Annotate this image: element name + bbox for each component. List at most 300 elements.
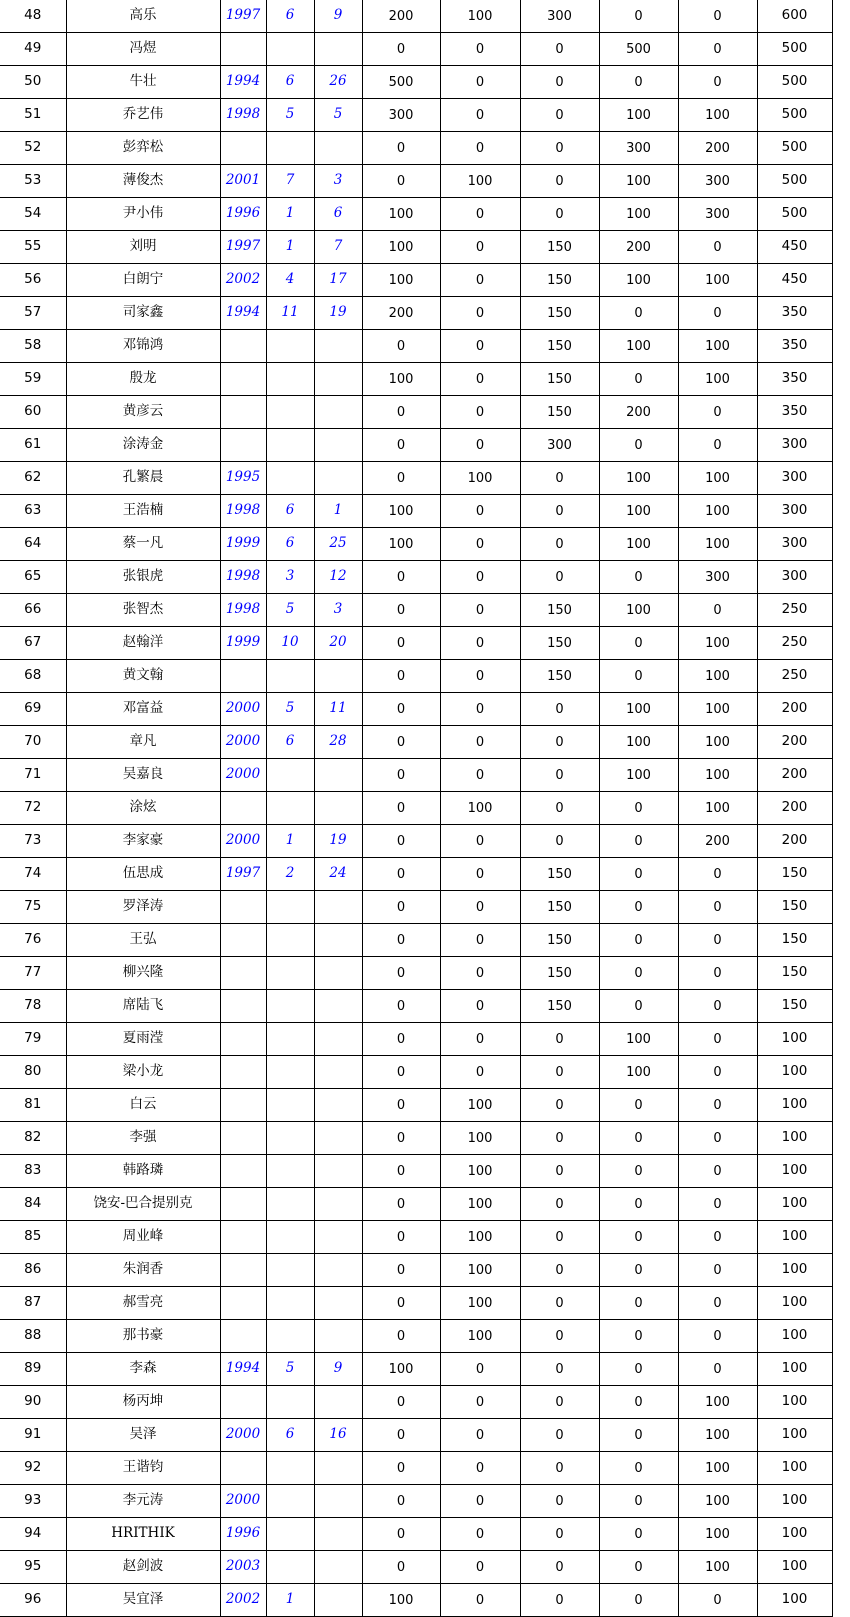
score-cell: 0 <box>362 396 440 429</box>
score-cell: 0 <box>520 1254 599 1287</box>
player-name-cell: 罗泽涛 <box>66 891 220 924</box>
birth-year-cell <box>220 1089 266 1122</box>
score-cell: 0 <box>678 858 757 891</box>
rank-cell: 81 <box>0 1089 66 1122</box>
table-row <box>0 1254 832 1287</box>
player-name-cell: 伍思成 <box>66 858 220 891</box>
score-cell: 0 <box>599 1551 678 1584</box>
birth-month-cell <box>266 330 314 363</box>
rank-cell: 72 <box>0 792 66 825</box>
score-cell: 100 <box>599 462 678 495</box>
birth-month-cell: 4 <box>266 264 314 297</box>
total-score-cell: 500 <box>757 33 832 66</box>
score-cell: 0 <box>362 1518 440 1551</box>
birth-month-cell: 10 <box>266 627 314 660</box>
total-score-cell: 100 <box>757 1320 832 1353</box>
birth-month-cell <box>266 462 314 495</box>
rank-cell: 58 <box>0 330 66 363</box>
table-row <box>0 1287 832 1320</box>
score-cell: 0 <box>362 1452 440 1485</box>
birth-day-cell: 7 <box>314 231 362 264</box>
score-cell: 0 <box>362 33 440 66</box>
total-score-cell: 100 <box>757 1056 832 1089</box>
score-cell: 0 <box>440 957 520 990</box>
total-score-cell: 450 <box>757 231 832 264</box>
score-cell: 0 <box>362 924 440 957</box>
rank-cell: 62 <box>0 462 66 495</box>
score-cell: 0 <box>440 858 520 891</box>
total-score-cell: 500 <box>757 99 832 132</box>
total-score-cell: 300 <box>757 429 832 462</box>
score-cell: 0 <box>520 1221 599 1254</box>
score-cell: 100 <box>362 264 440 297</box>
birth-year-cell <box>220 1221 266 1254</box>
total-score-cell: 200 <box>757 759 832 792</box>
rank-cell: 86 <box>0 1254 66 1287</box>
score-cell: 0 <box>678 1287 757 1320</box>
score-cell: 0 <box>678 990 757 1023</box>
score-cell: 0 <box>440 264 520 297</box>
score-cell: 0 <box>440 1419 520 1452</box>
score-cell: 0 <box>362 1419 440 1452</box>
birth-day-cell <box>314 1287 362 1320</box>
score-cell: 0 <box>440 627 520 660</box>
score-cell: 0 <box>362 1287 440 1320</box>
score-cell: 0 <box>520 165 599 198</box>
score-cell: 300 <box>520 0 599 33</box>
score-cell: 150 <box>520 396 599 429</box>
birth-year-cell <box>220 1287 266 1320</box>
score-cell: 100 <box>599 495 678 528</box>
score-cell: 100 <box>678 627 757 660</box>
table-row <box>0 165 832 198</box>
table-row <box>0 1419 832 1452</box>
score-cell: 0 <box>440 759 520 792</box>
score-cell: 0 <box>440 1023 520 1056</box>
score-cell: 0 <box>362 1056 440 1089</box>
score-cell: 0 <box>520 1023 599 1056</box>
score-cell: 100 <box>599 528 678 561</box>
rank-cell: 60 <box>0 396 66 429</box>
rank-cell: 76 <box>0 924 66 957</box>
score-cell: 0 <box>520 495 599 528</box>
birth-day-cell <box>314 759 362 792</box>
birth-day-cell <box>314 990 362 1023</box>
score-cell: 0 <box>678 1584 757 1617</box>
rank-cell: 79 <box>0 1023 66 1056</box>
total-score-cell: 150 <box>757 858 832 891</box>
birth-year-cell: 2000 <box>220 1485 266 1518</box>
rank-cell: 49 <box>0 33 66 66</box>
birth-year-cell: 1994 <box>220 297 266 330</box>
birth-month-cell: 1 <box>266 231 314 264</box>
score-cell: 0 <box>678 1122 757 1155</box>
birth-day-cell <box>314 957 362 990</box>
score-cell: 100 <box>599 594 678 627</box>
player-name-cell: 薄俊杰 <box>66 165 220 198</box>
birth-year-cell: 1997 <box>220 0 266 33</box>
rank-cell: 74 <box>0 858 66 891</box>
rank-cell: 67 <box>0 627 66 660</box>
player-name-cell: 孔繁晨 <box>66 462 220 495</box>
score-cell: 0 <box>599 660 678 693</box>
table-row <box>0 495 832 528</box>
player-name-cell: 尹小伟 <box>66 198 220 231</box>
score-cell: 100 <box>599 264 678 297</box>
table-row <box>0 528 832 561</box>
player-name-cell: 司家鑫 <box>66 297 220 330</box>
table-row <box>0 132 832 165</box>
table-row <box>0 330 832 363</box>
birth-year-cell <box>220 1056 266 1089</box>
table-row <box>0 957 832 990</box>
birth-month-cell <box>266 1221 314 1254</box>
total-score-cell: 250 <box>757 627 832 660</box>
birth-year-cell: 2002 <box>220 1584 266 1617</box>
score-cell: 0 <box>520 132 599 165</box>
birth-year-cell <box>220 792 266 825</box>
score-cell: 150 <box>520 924 599 957</box>
score-cell: 0 <box>520 561 599 594</box>
score-cell: 0 <box>599 1353 678 1386</box>
score-cell: 300 <box>678 561 757 594</box>
score-cell: 0 <box>440 495 520 528</box>
score-cell: 100 <box>440 1188 520 1221</box>
player-name-cell: 高乐 <box>66 0 220 33</box>
total-score-cell: 500 <box>757 198 832 231</box>
score-cell: 0 <box>362 1485 440 1518</box>
rank-cell: 82 <box>0 1122 66 1155</box>
table-row <box>0 792 832 825</box>
player-name-cell: 黄彦云 <box>66 396 220 429</box>
birth-month-cell: 6 <box>266 66 314 99</box>
score-cell: 100 <box>440 792 520 825</box>
birth-month-cell: 7 <box>266 165 314 198</box>
birth-year-cell <box>220 924 266 957</box>
birth-year-cell <box>220 1188 266 1221</box>
player-name-cell: 白朗宁 <box>66 264 220 297</box>
score-cell: 0 <box>678 1056 757 1089</box>
player-name-cell: 朱润香 <box>66 1254 220 1287</box>
player-name-cell: 吴泽 <box>66 1419 220 1452</box>
birth-year-cell: 2003 <box>220 1551 266 1584</box>
total-score-cell: 100 <box>757 1452 832 1485</box>
table-row <box>0 660 832 693</box>
birth-day-cell <box>314 1584 362 1617</box>
player-name-cell: 韩路璘 <box>66 1155 220 1188</box>
table-row <box>0 297 832 330</box>
score-cell: 0 <box>599 858 678 891</box>
birth-day-cell: 17 <box>314 264 362 297</box>
score-cell: 0 <box>440 693 520 726</box>
player-name-cell: 邓锦鸿 <box>66 330 220 363</box>
score-cell: 0 <box>678 1188 757 1221</box>
score-cell: 0 <box>440 1353 520 1386</box>
score-cell: 0 <box>599 1419 678 1452</box>
player-name-cell: 刘明 <box>66 231 220 264</box>
score-cell: 150 <box>520 330 599 363</box>
score-cell: 100 <box>362 1584 440 1617</box>
total-score-cell: 100 <box>757 1155 832 1188</box>
score-cell: 0 <box>440 231 520 264</box>
score-cell: 0 <box>520 726 599 759</box>
score-cell: 100 <box>678 726 757 759</box>
total-score-cell: 600 <box>757 0 832 33</box>
score-cell: 0 <box>678 231 757 264</box>
score-cell: 100 <box>440 1254 520 1287</box>
birth-day-cell: 6 <box>314 198 362 231</box>
score-cell: 0 <box>440 429 520 462</box>
birth-month-cell <box>266 132 314 165</box>
birth-month-cell: 1 <box>266 1584 314 1617</box>
score-cell: 0 <box>440 1584 520 1617</box>
score-cell: 0 <box>362 132 440 165</box>
table-row <box>0 0 832 33</box>
birth-month-cell: 6 <box>266 0 314 33</box>
score-cell: 0 <box>362 627 440 660</box>
player-name-cell: 王弘 <box>66 924 220 957</box>
score-cell: 0 <box>362 957 440 990</box>
birth-month-cell <box>266 924 314 957</box>
table-row <box>0 396 832 429</box>
total-score-cell: 150 <box>757 957 832 990</box>
score-cell: 0 <box>440 825 520 858</box>
score-cell: 100 <box>362 495 440 528</box>
total-score-cell: 500 <box>757 165 832 198</box>
birth-year-cell <box>220 1386 266 1419</box>
total-score-cell: 300 <box>757 528 832 561</box>
table-row <box>0 1452 832 1485</box>
rank-cell: 80 <box>0 1056 66 1089</box>
player-name-cell: 白云 <box>66 1089 220 1122</box>
score-cell: 0 <box>520 1188 599 1221</box>
score-cell: 0 <box>362 1254 440 1287</box>
score-cell: 0 <box>599 1188 678 1221</box>
score-cell: 0 <box>440 891 520 924</box>
player-name-cell: 饶安-巴合提别克 <box>66 1188 220 1221</box>
birth-day-cell <box>314 1518 362 1551</box>
score-cell: 100 <box>678 495 757 528</box>
birth-year-cell <box>220 1122 266 1155</box>
score-cell: 0 <box>678 1320 757 1353</box>
rank-cell: 63 <box>0 495 66 528</box>
score-cell: 0 <box>599 792 678 825</box>
total-score-cell: 350 <box>757 330 832 363</box>
score-cell: 0 <box>362 1221 440 1254</box>
score-cell: 0 <box>440 33 520 66</box>
birth-year-cell: 2000 <box>220 825 266 858</box>
score-cell: 0 <box>520 1452 599 1485</box>
birth-year-cell: 1995 <box>220 462 266 495</box>
table-row <box>0 990 832 1023</box>
score-cell: 150 <box>520 231 599 264</box>
score-cell: 100 <box>440 1320 520 1353</box>
rank-cell: 90 <box>0 1386 66 1419</box>
birth-year-cell: 1997 <box>220 231 266 264</box>
birth-year-cell: 1999 <box>220 627 266 660</box>
birth-day-cell <box>314 1122 362 1155</box>
birth-month-cell <box>266 660 314 693</box>
rank-cell: 68 <box>0 660 66 693</box>
birth-month-cell <box>266 792 314 825</box>
score-cell: 0 <box>362 165 440 198</box>
score-cell: 100 <box>440 1287 520 1320</box>
birth-month-cell <box>266 363 314 396</box>
table-row <box>0 1320 832 1353</box>
score-cell: 0 <box>520 1287 599 1320</box>
birth-day-cell: 19 <box>314 825 362 858</box>
score-cell: 0 <box>599 1518 678 1551</box>
birth-year-cell: 2000 <box>220 693 266 726</box>
total-score-cell: 100 <box>757 1287 832 1320</box>
birth-year-cell: 2001 <box>220 165 266 198</box>
score-cell: 0 <box>599 297 678 330</box>
score-cell: 100 <box>362 1353 440 1386</box>
score-cell: 0 <box>362 330 440 363</box>
rank-cell: 61 <box>0 429 66 462</box>
score-cell: 0 <box>362 594 440 627</box>
score-cell: 0 <box>362 726 440 759</box>
score-cell: 0 <box>678 891 757 924</box>
birth-month-cell <box>266 1320 314 1353</box>
score-cell: 100 <box>599 726 678 759</box>
total-score-cell: 450 <box>757 264 832 297</box>
birth-year-cell <box>220 330 266 363</box>
score-cell: 0 <box>520 1584 599 1617</box>
total-score-cell: 100 <box>757 1386 832 1419</box>
score-cell: 0 <box>520 1419 599 1452</box>
birth-month-cell: 6 <box>266 528 314 561</box>
score-cell: 100 <box>599 693 678 726</box>
score-cell: 500 <box>599 33 678 66</box>
table-row <box>0 561 832 594</box>
score-cell: 0 <box>520 528 599 561</box>
total-score-cell: 100 <box>757 1023 832 1056</box>
birth-year-cell <box>220 33 266 66</box>
score-cell: 100 <box>362 198 440 231</box>
score-cell: 0 <box>599 1452 678 1485</box>
score-cell: 100 <box>440 1155 520 1188</box>
score-cell: 0 <box>520 99 599 132</box>
score-cell: 0 <box>599 825 678 858</box>
player-name-cell: 吴宜泽 <box>66 1584 220 1617</box>
total-score-cell: 150 <box>757 990 832 1023</box>
score-cell: 0 <box>440 99 520 132</box>
total-score-cell: 100 <box>757 1485 832 1518</box>
score-cell: 0 <box>440 132 520 165</box>
birth-day-cell: 28 <box>314 726 362 759</box>
rank-cell: 69 <box>0 693 66 726</box>
birth-month-cell <box>266 1023 314 1056</box>
rank-cell: 78 <box>0 990 66 1023</box>
birth-month-cell <box>266 1254 314 1287</box>
score-cell: 0 <box>599 363 678 396</box>
score-cell: 0 <box>440 1386 520 1419</box>
rank-cell: 59 <box>0 363 66 396</box>
rank-cell: 93 <box>0 1485 66 1518</box>
score-cell: 0 <box>520 66 599 99</box>
score-cell: 0 <box>599 1386 678 1419</box>
rank-cell: 50 <box>0 66 66 99</box>
score-cell: 300 <box>520 429 599 462</box>
birth-day-cell <box>314 1056 362 1089</box>
table-row <box>0 726 832 759</box>
total-score-cell: 100 <box>757 1353 832 1386</box>
player-name-cell: 殷龙 <box>66 363 220 396</box>
player-name-cell: 王谐钧 <box>66 1452 220 1485</box>
birth-month-cell: 6 <box>266 1419 314 1452</box>
score-cell: 100 <box>678 759 757 792</box>
birth-day-cell <box>314 1089 362 1122</box>
score-cell: 0 <box>599 561 678 594</box>
score-cell: 100 <box>599 198 678 231</box>
birth-day-cell <box>314 396 362 429</box>
player-name-cell: 李强 <box>66 1122 220 1155</box>
total-score-cell: 350 <box>757 297 832 330</box>
birth-month-cell: 5 <box>266 594 314 627</box>
score-cell: 0 <box>362 759 440 792</box>
birth-month-cell: 5 <box>266 693 314 726</box>
birth-month-cell <box>266 1386 314 1419</box>
table-row <box>0 264 832 297</box>
total-score-cell: 250 <box>757 660 832 693</box>
table-row <box>0 363 832 396</box>
birth-month-cell <box>266 1155 314 1188</box>
score-cell: 100 <box>678 660 757 693</box>
player-name-cell: 李家豪 <box>66 825 220 858</box>
rank-cell: 85 <box>0 1221 66 1254</box>
rank-cell: 94 <box>0 1518 66 1551</box>
rank-cell: 88 <box>0 1320 66 1353</box>
total-score-cell: 200 <box>757 693 832 726</box>
score-cell: 150 <box>520 627 599 660</box>
score-cell: 0 <box>520 1122 599 1155</box>
birth-year-cell <box>220 1320 266 1353</box>
total-score-cell: 150 <box>757 891 832 924</box>
table-row <box>0 1584 832 1617</box>
total-score-cell: 100 <box>757 1551 832 1584</box>
rank-cell: 92 <box>0 1452 66 1485</box>
score-cell: 150 <box>520 660 599 693</box>
birth-day-cell <box>314 1254 362 1287</box>
rank-cell: 75 <box>0 891 66 924</box>
score-cell: 0 <box>440 1485 520 1518</box>
score-cell: 0 <box>678 1023 757 1056</box>
birth-day-cell <box>314 792 362 825</box>
birth-year-cell <box>220 132 266 165</box>
score-cell: 150 <box>520 594 599 627</box>
birth-month-cell: 3 <box>266 561 314 594</box>
score-cell: 100 <box>678 363 757 396</box>
birth-day-cell <box>314 1188 362 1221</box>
score-cell: 0 <box>520 1485 599 1518</box>
birth-month-cell <box>266 1551 314 1584</box>
player-name-cell: 张银虎 <box>66 561 220 594</box>
score-cell: 100 <box>440 1221 520 1254</box>
score-cell: 100 <box>362 528 440 561</box>
score-cell: 0 <box>440 924 520 957</box>
rank-cell: 54 <box>0 198 66 231</box>
score-cell: 0 <box>362 1386 440 1419</box>
score-cell: 0 <box>520 1056 599 1089</box>
score-cell: 0 <box>599 1122 678 1155</box>
table-row <box>0 1122 832 1155</box>
birth-day-cell <box>314 891 362 924</box>
total-score-cell: 300 <box>757 462 832 495</box>
birth-year-cell: 1998 <box>220 99 266 132</box>
table-row <box>0 825 832 858</box>
rank-cell: 87 <box>0 1287 66 1320</box>
